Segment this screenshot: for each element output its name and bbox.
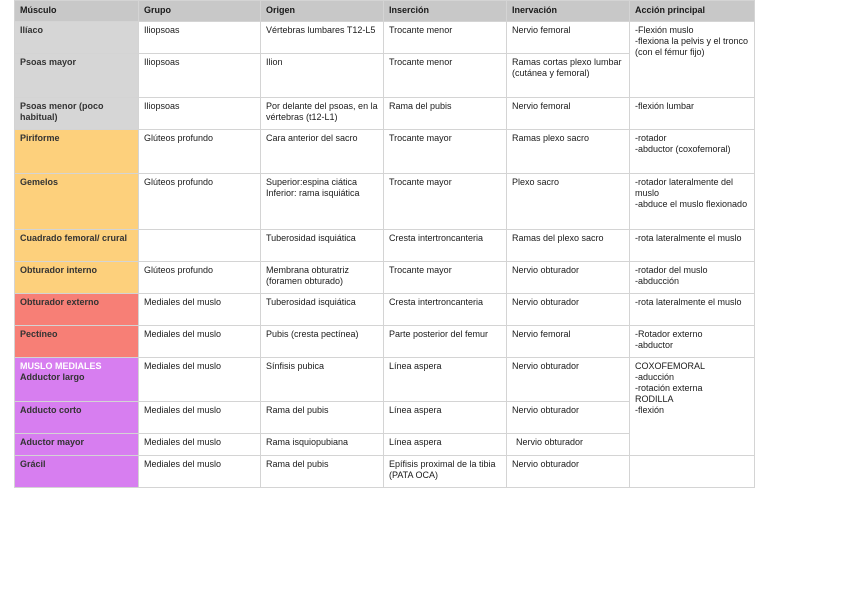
section-tag: MUSLO MEDIALES xyxy=(20,361,102,371)
musculo-label: Adductor largo xyxy=(20,372,85,382)
insercion-cell: Línea aspera xyxy=(384,434,507,456)
grupo-cell: Iliopsoas xyxy=(139,98,261,130)
header-accion: Acción principal xyxy=(630,1,755,22)
table-row xyxy=(15,456,755,488)
origen-cell: Rama del pubis xyxy=(261,456,384,488)
musculo-cell: Cuadrado femoral/ crural xyxy=(15,230,139,262)
insercion-cell: Parte posterior del femur xyxy=(384,326,507,358)
accion-line: -Rotador externo xyxy=(635,329,703,339)
origen-cell: Vértebras lumbares T12-L5 xyxy=(261,22,384,54)
accion-line: -rotador xyxy=(635,133,667,143)
insercion-cell: Cresta intertroncanteria xyxy=(384,294,507,326)
accion-cell xyxy=(630,230,755,262)
musculo-cell: Obturador externo xyxy=(15,294,139,326)
grupo-cell: Glúteos profundo xyxy=(139,130,261,174)
origen-cell: Pubis (cresta pectínea) xyxy=(261,326,384,358)
inervacion-cell: Ramas plexo sacro xyxy=(507,130,630,174)
table-row xyxy=(15,358,755,402)
table-row xyxy=(15,230,755,262)
musculo-cell: Grácil xyxy=(15,456,139,488)
inervacion-cell: Nervio femoral xyxy=(507,22,630,54)
insercion-cell: Cresta intertroncanteria xyxy=(384,230,507,262)
insercion-cell: Trocante mayor xyxy=(384,262,507,294)
inervacion-cell: Nervio obturador xyxy=(507,294,630,326)
table-row xyxy=(15,326,755,358)
grupo-cell: Glúteos profundo xyxy=(139,174,261,230)
header-row xyxy=(15,1,755,22)
table-row xyxy=(15,262,755,294)
header-inervacion: Inervación xyxy=(507,1,630,22)
accion-line: -abductor (coxofemoral) xyxy=(635,144,731,154)
table-row xyxy=(15,130,755,174)
grupo-cell: Mediales del muslo xyxy=(139,456,261,488)
grupo-cell: Mediales del muslo xyxy=(139,434,261,456)
inervacion-cell: Nervio femoral xyxy=(507,98,630,130)
accion-cell xyxy=(630,130,755,174)
inervacion-cell: Nervio obturador xyxy=(507,262,630,294)
accion-line: -abductor xyxy=(635,340,674,350)
origen-cell: Tuberosidad isquiática xyxy=(261,294,384,326)
table-row xyxy=(15,22,755,54)
header-origen: Origen xyxy=(261,1,384,22)
origen-cell: Rama isquiopubiana xyxy=(261,434,384,456)
accion-line: RODILLA xyxy=(635,394,674,404)
grupo-cell: Iliopsoas xyxy=(139,22,261,54)
musculo-cell: Adducto corto xyxy=(15,402,139,434)
insercion-cell: Trocante mayor xyxy=(384,130,507,174)
insercion-cell: Trocante menor xyxy=(384,54,507,98)
accion-cell xyxy=(630,294,755,326)
inervacion-cell: Nervio obturador xyxy=(507,358,630,402)
insercion-cell: Rama del pubis xyxy=(384,98,507,130)
musculo-cell: Ilíaco xyxy=(15,22,139,54)
musculo-cell: Pectíneo xyxy=(15,326,139,358)
musculo-cell xyxy=(15,358,139,402)
inervacion-cell: Ramas del plexo sacro xyxy=(507,230,630,262)
musculo-cell: Psoas mayor xyxy=(15,54,139,98)
accion-line: -rotador del muslo xyxy=(635,265,708,275)
musculo-cell: Aductor mayor xyxy=(15,434,139,456)
accion-line: -rotador lateralmente del muslo xyxy=(635,177,734,198)
inervacion-cell: Nervio obturador xyxy=(507,456,630,488)
insercion-cell: Línea aspera xyxy=(384,358,507,402)
accion-line: -aducción xyxy=(635,372,675,382)
accion-line: -flexiona la pelvis y el tronco (con el fémur fijo) xyxy=(635,36,749,57)
accion-cell xyxy=(630,174,755,230)
origen-cell: Ilion xyxy=(261,54,384,98)
grupo-cell: Mediales del muslo xyxy=(139,294,261,326)
accion-cell xyxy=(630,262,755,294)
grupo-cell: Iliopsoas xyxy=(139,54,261,98)
origen-line: Superior:espina ciática xyxy=(266,177,358,187)
grupo-cell: Mediales del muslo xyxy=(139,358,261,402)
origen-line: Inferior: rama isquiática xyxy=(266,188,360,198)
origen-cell: Tuberosidad isquiática xyxy=(261,230,384,262)
origen-cell: Rama del pubis xyxy=(261,402,384,434)
table-row xyxy=(15,294,755,326)
inervacion-cell: Plexo sacro xyxy=(507,174,630,230)
header-grupo: Grupo xyxy=(139,1,261,22)
insercion-cell: Epífisis proximal de la tibia (PATA OCA) xyxy=(384,456,507,488)
insercion-cell: Línea aspera xyxy=(384,402,507,434)
origen-cell xyxy=(261,174,384,230)
origen-cell: Cara anterior del sacro xyxy=(261,130,384,174)
accion-line: -rota lateralmente el muslo xyxy=(635,233,742,243)
insercion-cell: Trocante menor xyxy=(384,22,507,54)
table-row xyxy=(15,98,755,130)
origen-cell: Membrana obturatriz (foramen obturado) xyxy=(261,262,384,294)
origen-cell: Sínfisis pubica xyxy=(261,358,384,402)
accion-line: -flexión xyxy=(635,405,665,415)
musculo-cell: Piriforme xyxy=(15,130,139,174)
header-musculo: Músculo xyxy=(15,1,139,22)
inervacion-cell: Nervio obturador xyxy=(507,434,630,456)
accion-line: -abduce el muslo flexionado xyxy=(635,199,748,209)
accion-line: COXOFEMORAL xyxy=(635,361,706,371)
accion-cell xyxy=(630,98,755,130)
accion-line: -flexión lumbar xyxy=(635,101,695,111)
grupo-cell: Mediales del muslo xyxy=(139,402,261,434)
inervacion-cell: Nervio femoral xyxy=(507,326,630,358)
accion-line: -rotación externa xyxy=(635,383,703,393)
accion-cell xyxy=(630,22,755,98)
inervacion-cell: Nervio obturador xyxy=(507,402,630,434)
accion-line: -rota lateralmente el muslo xyxy=(635,297,742,307)
musculo-cell: Psoas menor (poco habitual) xyxy=(15,98,139,130)
insercion-cell: Trocante mayor xyxy=(384,174,507,230)
grupo-cell xyxy=(139,230,261,262)
inervacion-cell: Ramas cortas plexo lumbar (cutánea y femoral) xyxy=(507,54,630,98)
header-insercion: Inserción xyxy=(384,1,507,22)
accion-line: -Flexión muslo xyxy=(635,25,694,35)
accion-cell xyxy=(630,358,755,456)
grupo-cell: Glúteos profundo xyxy=(139,262,261,294)
origen-cell: Por delante del psoas, en la vértebras (t12-L1) xyxy=(261,98,384,130)
grupo-cell: Mediales del muslo xyxy=(139,326,261,358)
accion-cell xyxy=(630,326,755,358)
muscle-table xyxy=(14,0,755,488)
accion-cell-empty xyxy=(630,456,755,488)
musculo-cell: Obturador interno xyxy=(15,262,139,294)
table-row xyxy=(15,174,755,230)
accion-line: -abducción xyxy=(635,276,680,286)
musculo-cell: Gemelos xyxy=(15,174,139,230)
